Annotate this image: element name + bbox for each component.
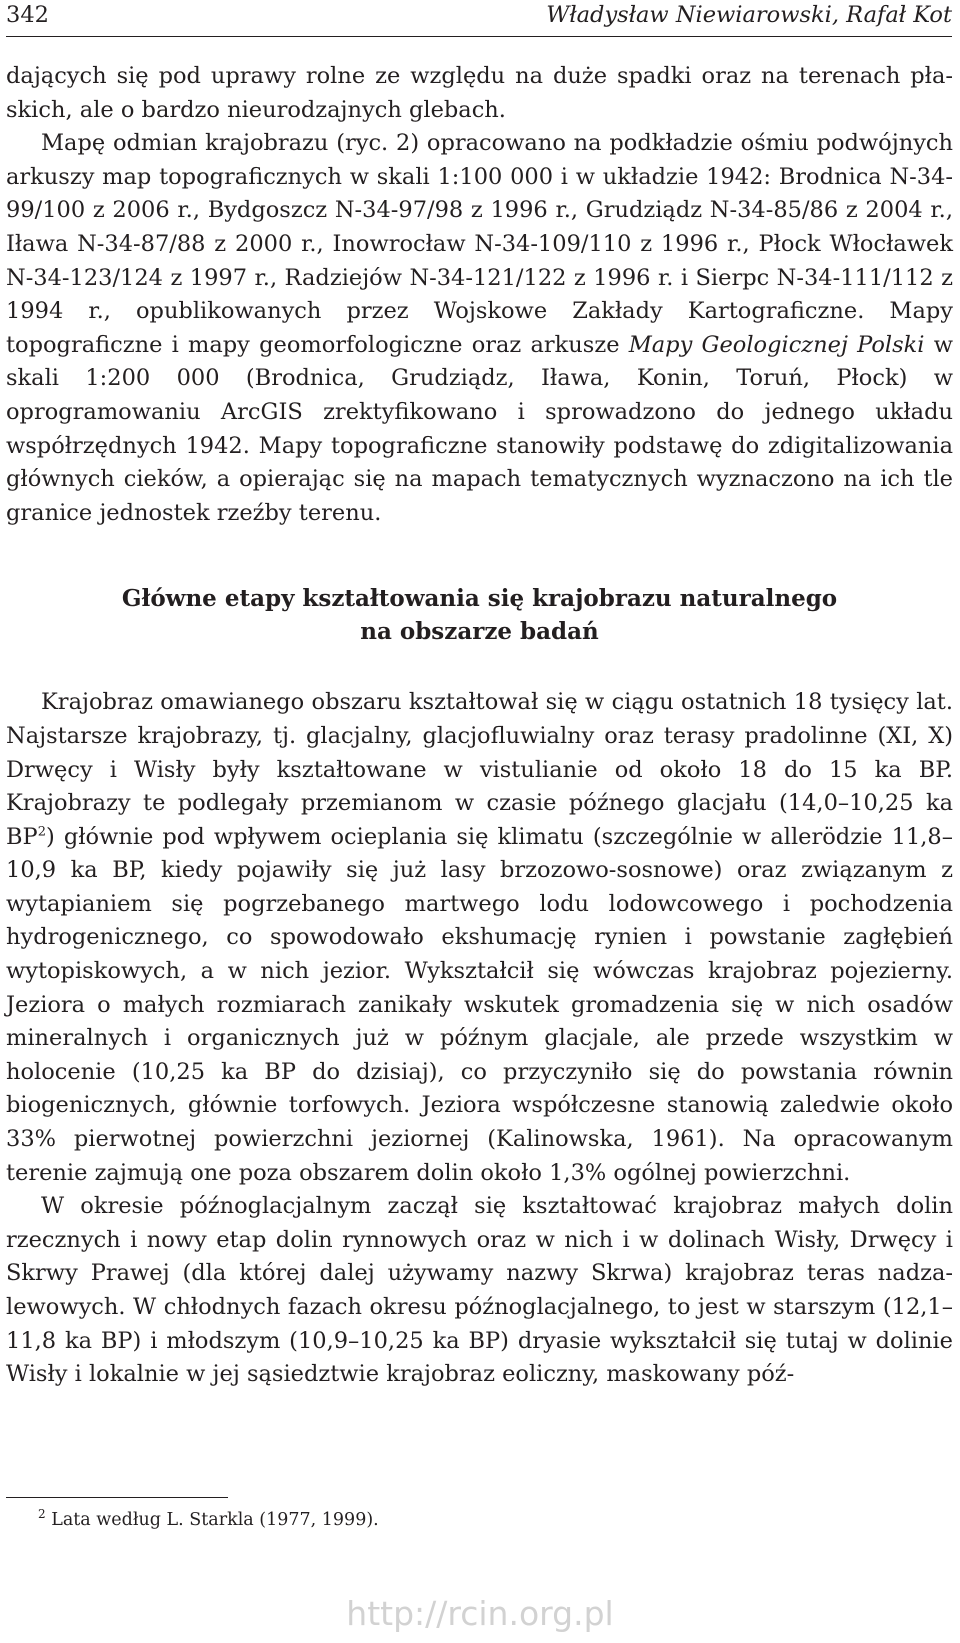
footnote-reference[interactable]: 2 <box>37 824 46 840</box>
watermark-url[interactable]: http://rcin.org.pl <box>346 1594 614 1633</box>
running-head-authors: Władysław Niewiarowski, Rafał Kot <box>546 2 952 28</box>
body-text <box>6 60 953 1392</box>
footnote <box>38 1508 379 1532</box>
paragraph-late-glacial: W okresie późnoglacjalnym zaczął się kształtować krajobraz małych dolin rzecznych i nowy etap dolin rynnowych oraz w nich i w dolinach Wisły, Drwęcy i Skrwy Prawej (dla której dalej używamy nazwy Skrwa) krajobraz teras nadzalewowych. W chłodnych fazach okresu późnoglacjalnego, to jest w starszym (12,1–11,8 ka BP) i młodszym (10,9–10,25 ka BP) dryasie wykształcił się tutaj w dolinie Wisły i lokalnie w jej sąsiedztwie krajobraz eoliczny, maskowany póź- <box>6 1193 953 1388</box>
paragraph-map-sources <box>6 127 953 530</box>
section-heading <box>6 582 953 648</box>
section-heading-line: na obszarze badań <box>360 618 599 646</box>
paragraph-text: ) głównie pod wpływem ocieplania się klimatu (szczególnie w allerödzie 11,8–10,9 ka BP, kiedy pojawiły się już lasy brzozowo-sosnowe) oraz związanym z wytapianiem się pogrzebanego martwego lodu lodowcowego i pochodzenia hydrogenicznego, co spowodowało ekshumację rynien i powstanie zagłębień wytopiskowych, a w nich jezior. Wykształcił się wówczas krajobraz pojezierny. Jeziora o małych rozmiarach zanikały wskutek gromadzenia się w nich osadów mineralnych i organicznych już w późnym glacjale, ale przede wszystkim w holocenie (10,25 ka BP do dzisiaj), co przyczyniło się do powstania równin biogenicznych, głównie torfowych. Jeziora współczesne stanowią zaledwie około 33% pierwotnej powierzchni jeziornej (Kalinowska, 1961). Na opracowanym terenie zajmują one poza obszarem dolin około 1,3% ogólnej powierzchni. <box>6 823 953 1186</box>
paragraph-text: Krajobraz omawianego obszaru kształtował się w ciągu ostatnich 18 tysięcy lat. Najstarsze krajobrazy, tj. glacjalny, glacjofluwialny oraz terasy pradolinne (XI, X) Drwęcy i Wisły były kształtowane w vistulianie od około 18 do 15 ka BP. Krajobrazy te podlegały przemianom w czasie późnego glacjału (14,0–10,25 ka BP <box>6 689 953 850</box>
footnote-separator <box>6 1497 228 1498</box>
running-header <box>6 0 952 37</box>
paragraph-landscape-stages <box>6 686 953 1190</box>
footnote-text: Lata według L. Starkla (1977, 1999). <box>45 1510 379 1530</box>
paragraph-continuation: dających się pod uprawy rolne ze względu na duże spadki oraz na terenach płaskich, ale o bardzo nieurodzajnych glebach. <box>6 63 953 123</box>
section-heading-line: Główne etapy kształtowania się krajobrazu naturalnego <box>121 585 838 613</box>
footnote-mark: 2 <box>38 1507 46 1522</box>
paragraph-text: w skali 1:200 000 (Brodnica, Grudziądz, Iława, Konin, Toruń, Płock) w oprogramowaniu ArcGIS zrektyfikowano i sprowadzono do jednego układu współrzędnych 1942. Mapy topograficzne stanowiły podstawę do zdigitalizowania głównych cieków, a opierając się na mapach tematycznych wyznaczono na ich tle granice jednostek rzeźby terenu. <box>6 331 953 526</box>
paragraph-text: Mapę odmian krajobrazu (ryc. 2) opracowano na podkładzie ośmiu podwójnych arkuszy map topograficznych w skali 1:100 000 i w układzie 1942: Brodnica N-34-99/100 z 2006 r., Bydgoszcz N-34-97/98 z 1996 r., Grudziądz N-34-85/86 z 2004 r., Iława N-34-87/88 z 2000 r., Inowrocław N-34-109/110 z 1996 r., Płock Włocławek N-34-123/124 z 1997 r., Radziejów N-34-121/122 z 1996 r. i Sierpc N-34-111/112 z 1994 r., opublikowanych przez Wojskowe Zakłady Kartograficzne. Mapy topograficzne i mapy geomorfologiczne oraz arkusze <box>6 130 953 358</box>
italic-title: Mapy Geologicznej Polski <box>628 331 925 358</box>
page-number: 342 <box>6 2 49 28</box>
